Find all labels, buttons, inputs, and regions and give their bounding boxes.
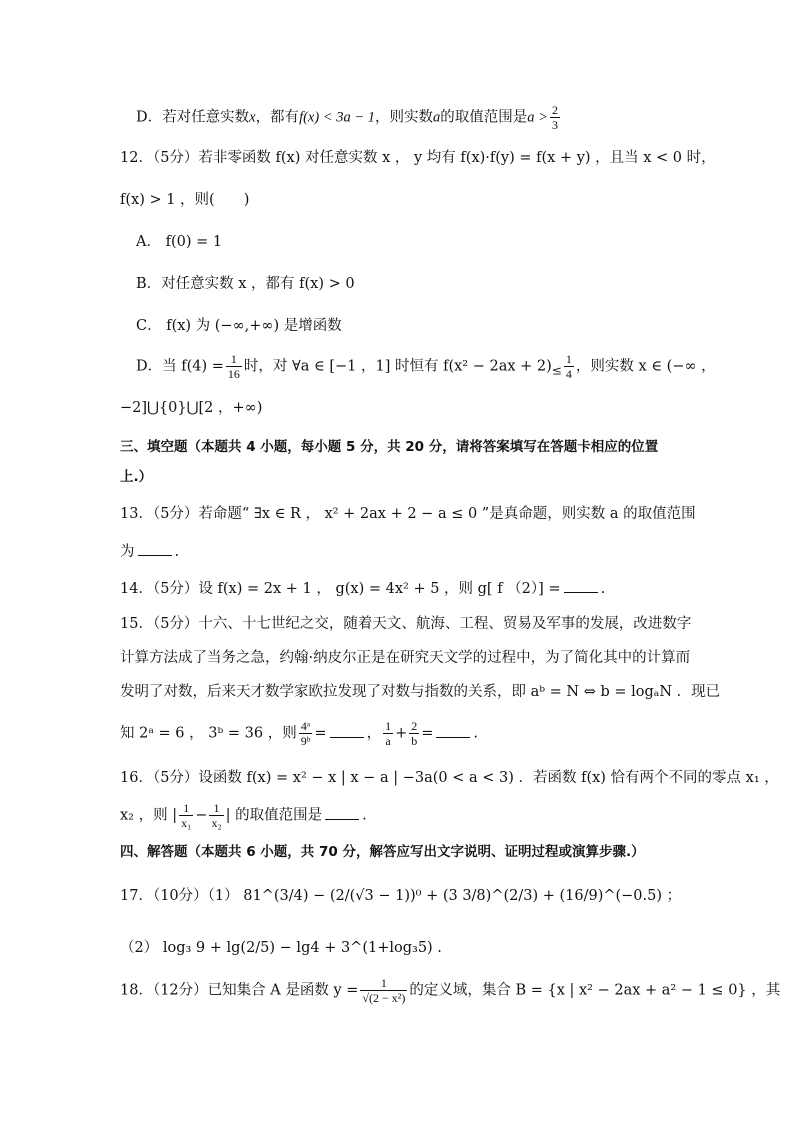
fraction: $\frac{1}{\text{x₁}}$ xyxy=(181,801,192,830)
q18-line1: 18．（12分）已知集合 A 是函数 y = $\frac{1}{\text{√(2 − x²)}}$ 的定义域，集合 B = {x | x² − 2ax + a² − 1 ≤ 0} ，其 xyxy=(120,976,781,1005)
q12-stem-line2: f(x) > 1 ，则( ) xyxy=(120,192,250,208)
q12-option-c: C． f(x) 为 (−∞,+∞) 是增函数 xyxy=(136,318,342,334)
q17-line1: 17．（10分）（1） 81^(3/4) − (2/(√3 − 1))⁰ + (3 3/8)^(2/3) + (16/9)^(−0.5) ； xyxy=(120,888,682,904)
fraction: $\frac{1}{16}$ xyxy=(227,352,240,381)
answer-blank xyxy=(436,723,470,738)
q16-line1: 16．（5分）设函数 f(x) = x² − x | x − a | −3a(0 < a < 3) ．若函数 f(x) 恰有两个不同的零点 x₁ ， xyxy=(120,770,779,786)
fraction: $\frac{1}{a}$ xyxy=(385,719,392,748)
fraction: $\frac{1}{4}$ xyxy=(565,352,572,381)
q12-option-d: D．当 f(4) = $\frac{1}{16}$ 时，对 ∀a ∈ [−1 ，1] 时恒有 $f(x^2 - 2ax + 2)_\le$ $\frac{1}{4}$ ，则实数 x ∈ (−∞ ， xyxy=(136,352,716,381)
fraction: $\frac{2}{3}$ xyxy=(551,103,558,132)
q12-option-b: B．对任意实数 x ，都有 f(x) > 0 xyxy=(136,276,355,292)
answer-blank xyxy=(325,805,359,820)
section-3-heading-line2: 上.） xyxy=(120,469,153,485)
q15-line1: 15．（5分）十六、十七世纪之交，随着天文、航海、工程、贸易及军事的发展，改进数字 xyxy=(120,616,692,632)
answer-blank xyxy=(564,578,598,593)
q17-line2: （2） log₃ 9 + lg(2/5) − lg4 + 3^(1+log₃5) . xyxy=(120,940,442,956)
fraction: $\frac{1}{\text{x₂}}$ xyxy=(211,801,222,830)
q16-line2: x₂ ，则 | $\frac{1}{\text{x₁}}$ − $\frac{1}{\text{x₂}}$ | 的取值范围是 . xyxy=(120,801,367,830)
answer-blank xyxy=(138,541,172,556)
q15-line3: 发明了对数，后来天才数学家欧拉发现了对数与指数的关系，即 aᵇ = N ⇔ b = logₐN ．现已 xyxy=(120,684,721,700)
q15-line4: 知 2ᵃ = 6 ， 3ᵇ = 36 ，则 $\frac{\text{4ᵃ}}{\text{9ᵇ}}$ = ， $\frac{1}{a}$ + $\frac{2}{b}$ = . xyxy=(120,719,478,748)
q12-option-d-line2: −2]⋃{0}⋃[2 ，+∞) xyxy=(120,400,263,416)
section-4-heading: 四、解答题（本题共 6 小题，共 70 分，解答应写出文字说明、证明过程或演算步骤.） xyxy=(120,844,645,860)
q13-line2: 为 . xyxy=(120,541,676,563)
q12-stem-line1: 12．（5分）若非零函数 f(x) 对任意实数 x ， y 均有 f(x)·f(y) = f(x + y) ，且当 x < 0 时， xyxy=(120,150,716,166)
section-3-heading: 三、填空题（本题共 4 小题，每小题 5 分，共 20 分，请将答案填写在答题卡相应的位置 xyxy=(120,439,659,455)
q11-option-d: D．若对任意实数x，都有f(x) < 3a − 1，则实数a的取值范围是a > $\frac{2}{3}$ xyxy=(136,103,558,132)
fraction: $\frac{\text{4ᵃ}}{\text{9ᵇ}}$ xyxy=(300,719,311,748)
q12-option-a: A． f(0) = 1 xyxy=(136,234,223,250)
fraction: $\frac{1}{\text{√(2 − x²)}}$ xyxy=(362,976,406,1005)
q14: 14．（5分）设 f(x) = 2x + 1 ， g(x) = 4x² + 5 ，则 g[ f （2）] = . xyxy=(120,578,676,600)
q15-line2: 计算方法成了当务之急，约翰·纳皮尔正是在研究天文学的过程中，为了简化其中的计算而 xyxy=(120,650,691,666)
fraction: $\frac{2}{b}$ xyxy=(411,719,418,748)
q13-line1: 13．（5分）若命题“ ∃x ∈ R ， x² + 2ax + 2 − a ≤ 0 ”是真命题，则实数 a 的取值范围 xyxy=(120,506,696,522)
answer-blank xyxy=(330,723,364,738)
